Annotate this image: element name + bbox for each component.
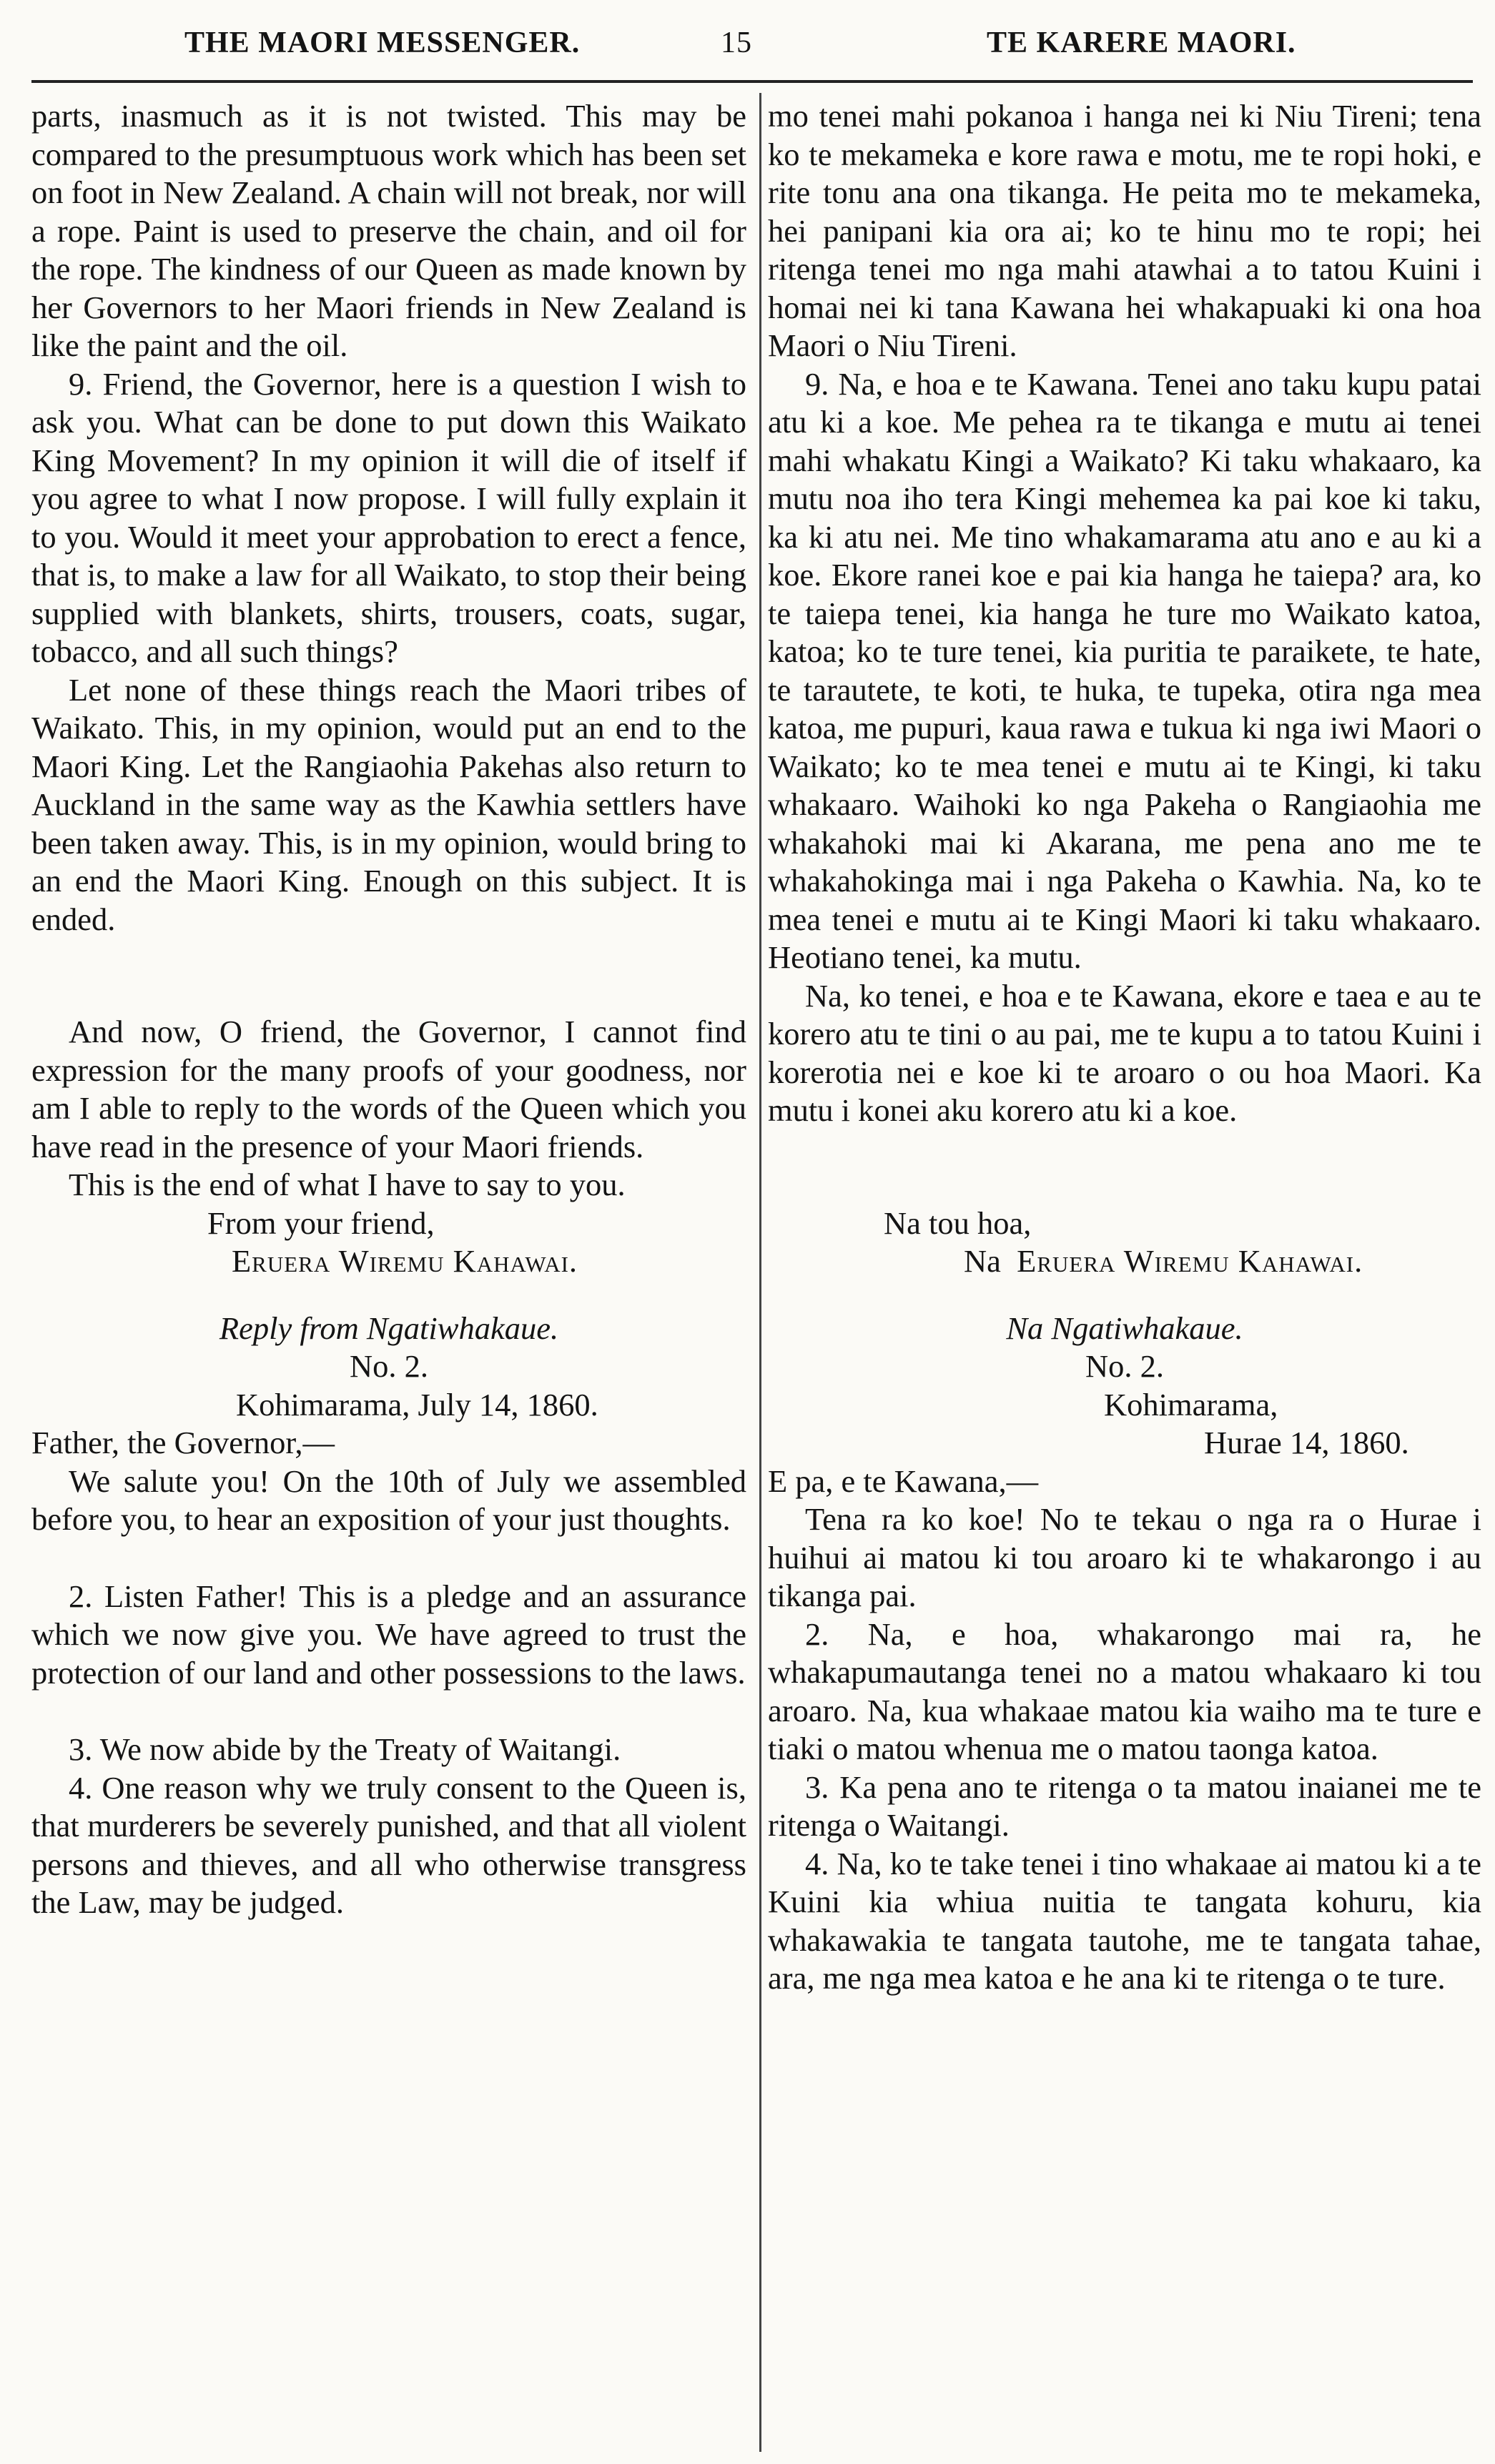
english-reply-heading: Reply from Ngatiwhakaue.: [219, 1310, 559, 1346]
maori-paragraph-continuation: mo tenei mahi pokanoa i hanga nei ki Niu Tireni; tena ko te mekameka e kore rawa e motu, me te ropi hoki, e rite tonu ana ona tikanga. He peita mo te mekameka, hei panipani kia ora ai; ko te hinu mo te ropi; hei ritenga tenei mo nga mahi atawhai a to tatou Kuini i homai nei ki tana Kawana hei whakapuaki ki ona hoa Maori o Niu Tireni.: [768, 98, 1481, 363]
english-paragraph-let-none: Let none of these things reach the Maori tribes of Waikato. This, in my opinion, would put an end to the Maori King. Let the Rangiaohia Pakehas also return to Auckland in the same way as the Kawhia settlers have been taken away. This, is in my opinion, would bring to an end the Maori King. Enough on this subject. It is ended.: [31, 671, 746, 937]
maori-paragraph-9: 9. Na, e hoa e te Kawana. Tenei ano taku kupu patai atu ki a koe. Me pehea ra te tikanga e mutu ai tenei mahi whakatu Kingi a Waikato? Ki taku whakaaro, ka mutu noa iho tera Kingi mehemea ka pai koe ki taku, ka ki atu nei. Me tino whakamarama atu ano e au ki a koe. Ekore ranei koe e pai kia hanga he taiepa? ara, ko te taiepa tenei, kia hanga he ture mo Waikato katoa, katoa; ko te ture tenei, kia puritia te paraikete, te hate, te tarautete, te koti, te huka, te tupeka, otira nga mea katoa, me pupuri, kaua rawa e tukua ki nga iwi Maori o Waikato; ko te mea tenei e mutu ai te Kingi, ki taku whakaaro. Waihoki ko nga Pakeha o Rangiaohia me whakahoki mai ki Akarana, me pena ano me te whakahokinga mai i nga Pakeha o Kawhia. Na, ko te mea tenei e mutu ai te Kingi Maori ki taku whakaaro. Heotiano tenei, ka mutu.: [768, 365, 1481, 975]
english-paragraph-and-now: And now, O friend, the Governor, I cannot find expression for the many proofs of your goodness, nor am I able to reply to the words of the Queen which you have read in the presence of your Maori friends.: [31, 1014, 746, 1164]
running-header: [0, 10, 1495, 67]
english-reply-paragraph-2: 2. Listen Father! This is a pledge and an assurance which we now give you. We have agreed to trust the protection of our land and other possessions to the laws.: [31, 1578, 746, 1691]
header-rule: [31, 80, 1473, 83]
spacer: [31, 939, 746, 1013]
maori-signatory-line: [768, 1242, 1481, 1281]
english-reply-number: No. 2.: [349, 1348, 428, 1384]
maori-signatory-prefix: Na: [964, 1243, 1001, 1279]
english-paragraph-end: This is the end of what I have to say to you.: [69, 1167, 626, 1202]
maori-salutation: E pa, e te Kawana,—: [768, 1463, 1039, 1499]
spacer: [768, 1281, 1481, 1310]
english-reply-paragraph-3: 3. We now abide by the Treaty of Waitangi.: [69, 1731, 621, 1767]
english-signatory-name: Eruera Wiremu Kahawai.: [232, 1243, 578, 1279]
english-reply-place-date: Kohimarama, July 14, 1860.: [236, 1386, 598, 1423]
maori-reply-heading: Na Ngatiwhakaue.: [1006, 1310, 1243, 1346]
english-reply-paragraph-1: We salute you! On the 10th of July we assembled before you, to hear an exposition of your just thoughts.: [31, 1463, 746, 1537]
maori-column: [768, 97, 1481, 1998]
maori-reply-paragraph-4: 4. Na, ko te take tenei i tino whakaae ai matou ki a te Kuini kia whiua nuitia te tangata kohuru, kia whakawakia te tangata tautohe, me te tangata tahae, ara, me nga mea katoa e he ana ki te ritenga o te ture.: [768, 1845, 1481, 1996]
spacer: [31, 1692, 746, 1731]
maori-reply-paragraph-3: 3. Ka pena ano te ritenga o ta matou inaianei me te ritenga o Waitangi.: [768, 1768, 1481, 1843]
maori-reply-place: Kohimarama,: [1104, 1386, 1278, 1423]
maori-paragraph-na-ko-tenei: Na, ko tenei, e hoa e te Kawana, ekore e taea e au te korero atu te tini o au pai, me te kupu a to tatou Kuini i korerotia nei e koe ki te aroaro o ou hoa Maori. Ka mutu i konei aku korero atu ki a koe.: [768, 977, 1481, 1128]
english-salutation: Father, the Governor,—: [31, 1425, 335, 1460]
maori-reply-paragraph-2: 2. Na, e hoa, whakarongo mai ra, he whakapumautanga tenei no a matou whakaaro ki tou aroaro. Na, kua whakaae matou kia waiho ma te ture e tiaki o matou whenua me o matou taonga katoa.: [768, 1616, 1481, 1766]
maori-reply-number: No. 2.: [1085, 1348, 1164, 1384]
english-signoff: From your friend,: [207, 1204, 435, 1241]
maori-signoff: Na tou hoa,: [884, 1204, 1032, 1241]
column-divider: [759, 93, 761, 2452]
maori-masthead-title: TE KARERE MAORI.: [987, 26, 1296, 59]
maori-signatory-name: Eruera Wiremu Kahawai.: [1017, 1243, 1363, 1279]
maori-reply-paragraph-1: Tena ra ko koe! No te tekau o nga ra o Hurae i huihui ai matou ki tou aroaro ki te whakarongo i au tikanga pai.: [768, 1501, 1481, 1613]
spacer: [31, 1539, 746, 1578]
spacer: [768, 1130, 1481, 1204]
english-paragraph-9: 9. Friend, the Governor, here is a question I wish to ask you. What can be done to put down this Waikato King Movement? In my opinion it will die of itself if you agree to what I now propose. I will fully explain it to you. Would it meet your approbation to erect a fence, that is, to make a law for all Waikato, to stop their being supplied with blankets, shirts, trousers, coats, sugar, tobacco, and all such things?: [31, 365, 746, 669]
english-masthead-title: THE MAORI MESSENGER.: [184, 26, 581, 59]
spacer: [31, 1281, 746, 1310]
english-paragraph-continuation: parts, inasmuch as it is not twisted. This may be compared to the presumptuous work which has been set on foot in New Zealand. A chain will not break, nor will a rope. Paint is used to preserve the chain, and oil for the rope. The kindness of our Queen as made known by her Governors to her Maori friends in New Zealand is like the paint and the oil.: [31, 98, 746, 363]
english-column: [31, 97, 746, 1922]
page-number: 15: [721, 26, 752, 59]
english-reply-paragraph-4: 4. One reason why we truly consent to the Queen is, that murderers be severely punished, and that all violent persons and thieves, and all who otherwise transgress the Law, may be judged.: [31, 1769, 746, 1920]
maori-reply-date: Hurae 14, 1860.: [1204, 1425, 1409, 1460]
